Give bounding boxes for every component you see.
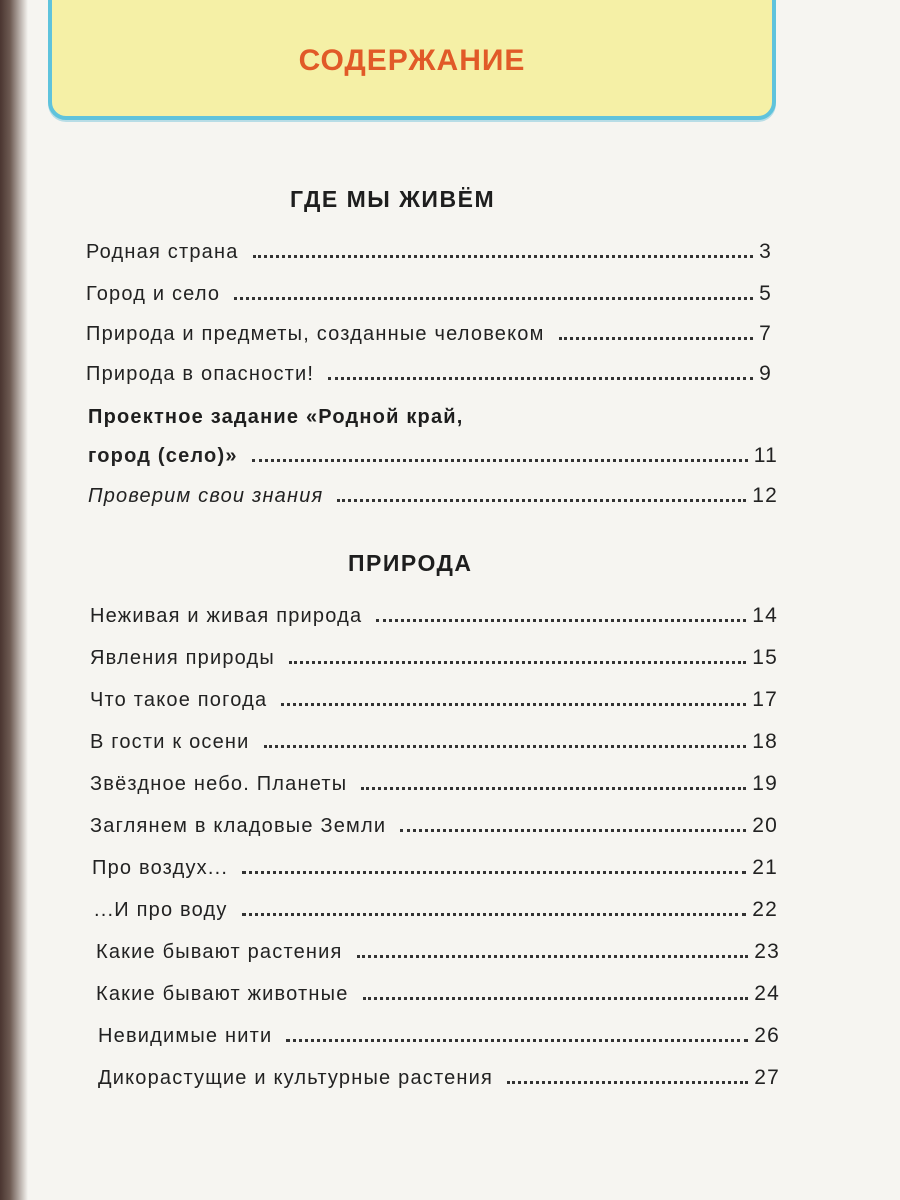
toc-item[interactable] <box>92 848 778 880</box>
toc-item-page: 5 <box>759 282 772 305</box>
toc-item[interactable] <box>88 436 778 468</box>
toc-item-page: 15 <box>752 646 778 669</box>
dot-leader <box>507 1079 748 1084</box>
section-title-where-we-live: ГДЕ МЫ ЖИВЁМ <box>290 186 496 212</box>
header-banner <box>48 0 776 120</box>
dot-leader <box>328 375 753 380</box>
page-edge-shadow <box>0 0 28 1200</box>
toc-item-page: 3 <box>759 240 772 263</box>
toc-item[interactable] <box>90 764 778 796</box>
dot-leader <box>242 911 747 916</box>
section-title-nature: ПРИРОДА <box>348 550 473 576</box>
toc-item-page: 19 <box>752 772 778 795</box>
toc-item-title: Проверим свои знания <box>88 485 324 507</box>
toc-item-title: Город и село <box>86 283 221 305</box>
toc-item-title: Родная страна <box>86 241 239 263</box>
dot-leader <box>253 253 754 258</box>
toc-item-page: 26 <box>754 1024 780 1047</box>
toc-item-page: 18 <box>752 730 778 753</box>
toc-item-title: Что такое погода <box>90 689 268 711</box>
toc-item-title-line1: Проектное задание «Родной край, <box>88 406 464 428</box>
dot-leader <box>242 869 746 874</box>
toc-item-page: 21 <box>752 856 778 879</box>
toc-item[interactable] <box>86 274 772 306</box>
toc-item[interactable] <box>98 1016 780 1048</box>
dot-leader <box>264 743 747 748</box>
toc-item[interactable] <box>88 476 778 508</box>
toc-item-page: 27 <box>754 1066 780 1089</box>
page-title: СОДЕРЖАНИЕ <box>298 44 526 77</box>
toc-item[interactable] <box>94 890 778 922</box>
toc-item[interactable] <box>96 974 780 1006</box>
toc-item-title: Какие бывают животные <box>96 983 349 1005</box>
toc-item-page: 20 <box>752 814 778 837</box>
toc-item-title: город (село)» <box>88 445 238 467</box>
toc-item-page: 14 <box>752 604 778 627</box>
toc-item-page: 11 <box>753 444 778 467</box>
dot-leader <box>252 457 748 462</box>
dot-leader <box>281 701 746 706</box>
toc-item[interactable] <box>90 680 778 712</box>
toc-item-title: Дикорастущие и культурные растения <box>98 1067 494 1089</box>
toc-item[interactable] <box>86 354 772 386</box>
dot-leader <box>376 617 746 622</box>
dot-leader <box>559 335 754 340</box>
toc-item-title: Природа в опасности! <box>86 363 315 385</box>
toc-item[interactable] <box>90 722 778 754</box>
toc-item-page: 22 <box>752 898 778 921</box>
toc-item-title: Природа и предметы, созданные человеком <box>86 323 545 345</box>
dot-leader <box>337 497 746 502</box>
toc-item-title: Невидимые нити <box>98 1025 273 1047</box>
toc-item[interactable] <box>96 932 780 964</box>
toc-item-title: Явления природы <box>90 647 275 669</box>
toc-item-title: Звёздное небо. Планеты <box>90 773 348 795</box>
toc-item-title: Про воздух... <box>92 857 229 879</box>
toc-item-page: 7 <box>759 322 772 345</box>
toc-item[interactable] <box>90 806 778 838</box>
dot-leader <box>361 785 746 790</box>
dot-leader <box>286 1037 748 1042</box>
toc-item-title: Заглянем в кладовые Земли <box>90 815 387 837</box>
toc-item[interactable] <box>86 314 772 346</box>
toc-item-page: 23 <box>754 940 780 963</box>
dot-leader <box>363 995 749 1000</box>
toc-item[interactable] <box>90 638 778 670</box>
dot-leader <box>357 953 749 958</box>
toc-item[interactable] <box>86 232 772 264</box>
dot-leader <box>289 659 746 664</box>
toc-item-title: Какие бывают растения <box>96 941 343 963</box>
toc-item-page: 12 <box>752 484 778 507</box>
toc-item-title: В гости к осени <box>90 731 250 753</box>
toc-item-page: 9 <box>759 362 772 385</box>
toc-item-page: 17 <box>752 688 778 711</box>
toc-item-title: Неживая и живая природа <box>90 605 363 627</box>
toc-item[interactable] <box>90 596 778 628</box>
toc-item[interactable] <box>98 1058 780 1090</box>
dot-leader <box>400 827 746 832</box>
toc-item-title: ...И про воду <box>94 899 228 921</box>
toc-item-page: 24 <box>754 982 780 1005</box>
dot-leader <box>234 295 753 300</box>
